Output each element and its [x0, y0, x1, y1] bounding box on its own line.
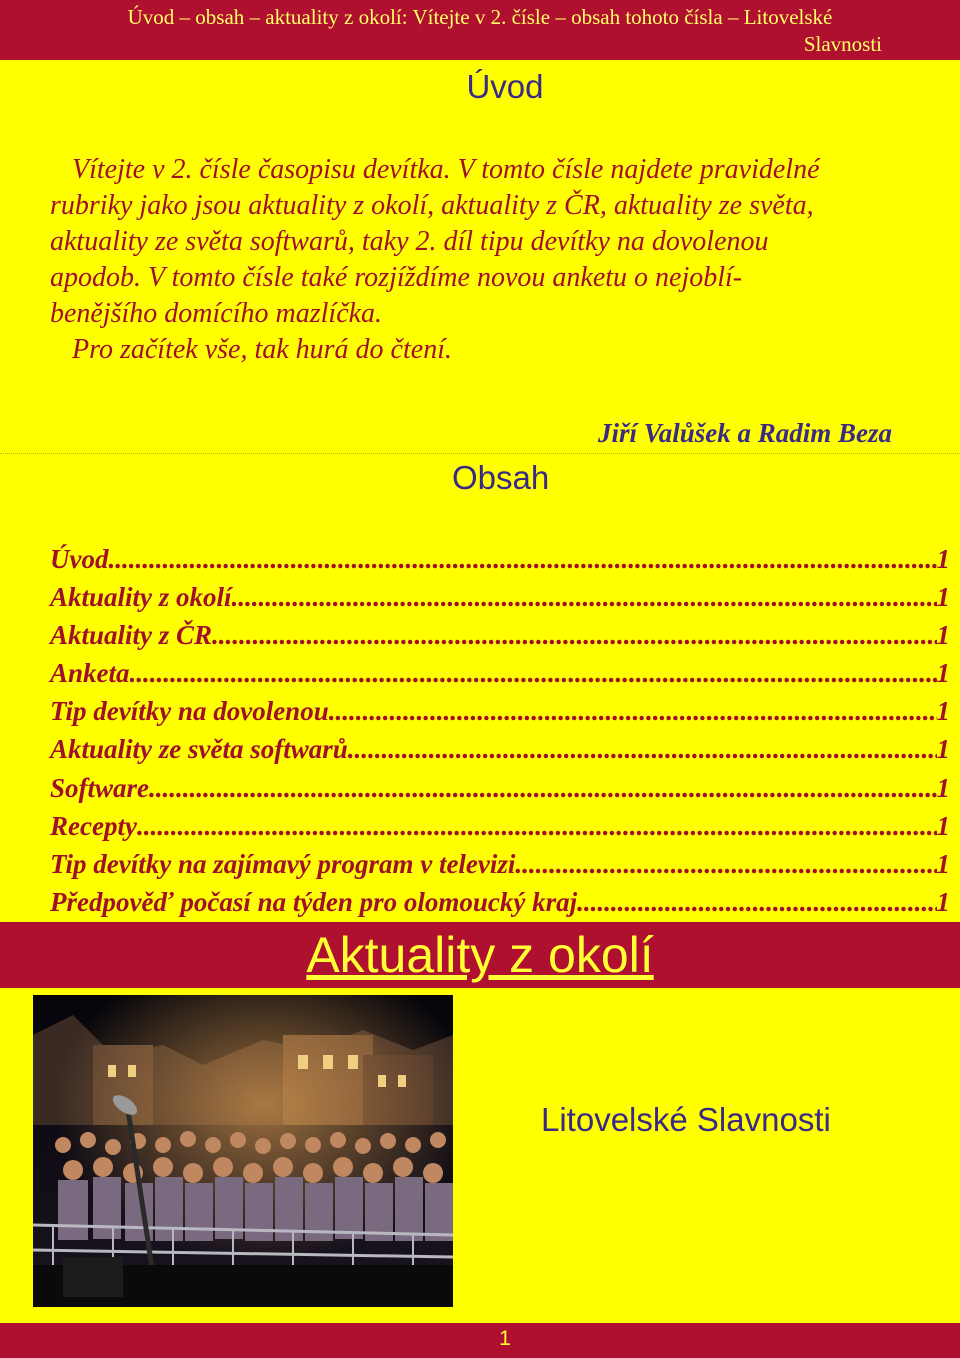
header-line-1: Úvod – obsah – aktuality z okolí: Vítejte v 2. čísle – obsah tohoto čísla – Litovelské — [127, 5, 833, 29]
header-line-2: Slavnosti — [803, 32, 882, 56]
intro-closing-line: Pro začítek vše, tak hurá do čtení. — [72, 334, 452, 365]
photo-caption: Litovelské Slavnosti — [541, 1101, 831, 1138]
toc-leader — [108, 540, 936, 578]
toc-item-page: 1 — [936, 772, 950, 803]
toc-item-page: 1 — [936, 886, 950, 917]
toc-item-page: 1 — [936, 810, 950, 841]
toc-item[interactable] — [50, 692, 950, 730]
toc-leader — [348, 730, 937, 768]
toc-leader — [212, 616, 936, 654]
section-title: Aktuality z okolí — [306, 927, 654, 983]
toc-item-page: 1 — [936, 848, 950, 879]
intro-line: apodob. V tomto čísle také rozjíždíme novou anketu o nejoblí- — [50, 262, 743, 293]
toc-item[interactable] — [50, 883, 950, 921]
toc-item[interactable] — [50, 769, 950, 807]
intro-heading: Úvod — [466, 68, 544, 105]
intro-line: rubriky jako jsou aktuality z okolí, aktuality z ČR, aktuality ze světa, — [50, 190, 814, 221]
toc-item-label: Recepty — [50, 810, 137, 841]
toc-leader — [130, 654, 937, 692]
toc-leader — [577, 883, 936, 921]
toc-item[interactable] — [50, 654, 950, 692]
toc-item[interactable] — [50, 616, 950, 654]
toc-leader — [137, 807, 937, 845]
toc-item-page: 1 — [936, 734, 950, 765]
intro-line: aktuality ze světa softwarů, taky 2. díl tipu devítky na dovolenou — [50, 226, 769, 257]
toc-item[interactable] — [50, 578, 950, 616]
concert-photo — [33, 995, 453, 1307]
table-of-contents — [50, 540, 950, 921]
intro-line: benějšího domícího mazlíčka. — [50, 298, 383, 329]
toc-leader — [515, 845, 936, 883]
divider — [0, 453, 960, 455]
toc-item[interactable] — [50, 807, 950, 845]
page-number: 1 — [499, 1327, 511, 1350]
toc-item-label: Tip devítky na dovolenou — [50, 696, 329, 727]
toc-item-label: Anketa — [50, 658, 130, 689]
toc-item-page: 1 — [936, 544, 950, 574]
toc-item-label: Předpověď počasí na týden pro olomoucký kraj — [50, 886, 578, 917]
toc-item-label: Aktuality ze světa softwarů — [50, 734, 348, 765]
toc-item[interactable] — [50, 540, 950, 578]
intro-paragraph — [50, 152, 950, 368]
toc-item-label: Software — [50, 772, 150, 803]
concert-crowd-image — [33, 995, 453, 1307]
toc-item-page: 1 — [936, 658, 950, 689]
toc-item-page: 1 — [936, 696, 950, 727]
toc-item-label: Aktuality z ČR — [50, 620, 213, 651]
toc-item-page: 1 — [936, 582, 950, 613]
intro-line: Vítejte v 2. čísle časopisu devítka. V tomto čísle najdete pravidelné — [72, 154, 820, 185]
toc-leader — [329, 692, 937, 730]
toc-item-label: Úvod — [50, 544, 109, 574]
toc-heading: Obsah — [452, 459, 550, 496]
section-banner — [0, 922, 960, 988]
toc-leader — [232, 578, 937, 616]
toc-item-label: Tip devítky na zajímavý program v televizi — [50, 848, 516, 879]
toc-item-page: 1 — [936, 620, 950, 651]
author-signature: Jiří Valůšek a Radim Beza — [598, 418, 893, 448]
toc-item[interactable] — [50, 730, 950, 768]
toc-leader — [149, 769, 936, 807]
toc-item-label: Aktuality z okolí — [50, 582, 232, 613]
running-header — [0, 0, 960, 60]
toc-item[interactable] — [50, 845, 950, 883]
